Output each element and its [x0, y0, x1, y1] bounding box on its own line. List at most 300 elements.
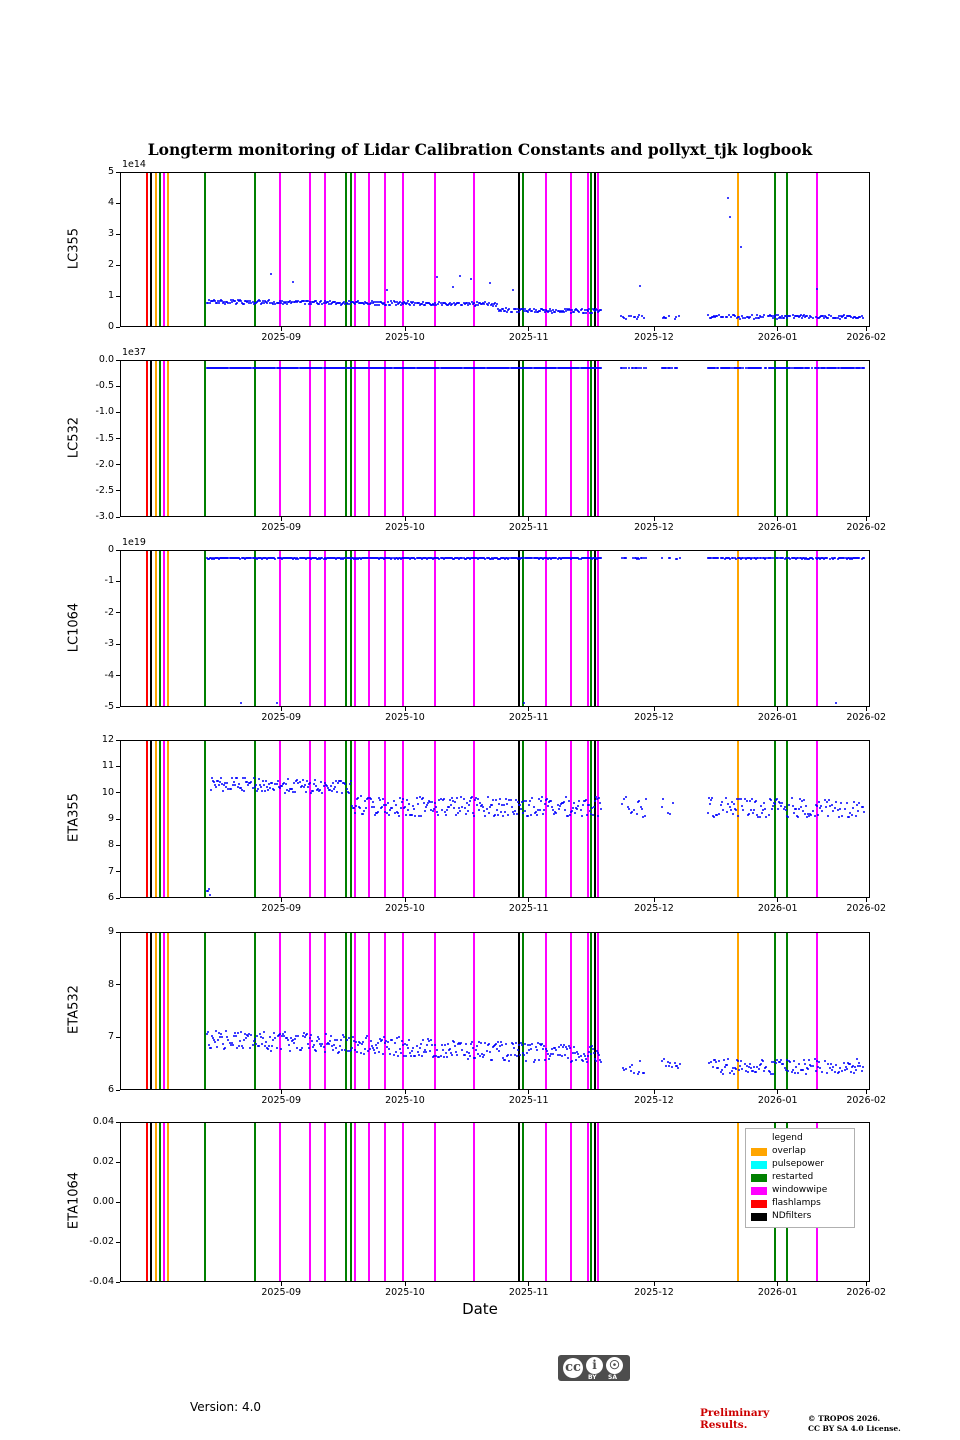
data-point — [857, 810, 859, 812]
data-point — [760, 1063, 762, 1065]
x-tick-mark — [405, 327, 406, 331]
data-point — [495, 1043, 497, 1045]
event-line — [434, 361, 436, 516]
event-line — [402, 361, 404, 516]
data-point — [276, 1047, 278, 1049]
event-line — [402, 741, 404, 897]
data-point — [676, 367, 678, 369]
data-point — [678, 315, 680, 317]
data-point — [258, 778, 260, 780]
data-point — [802, 1069, 804, 1071]
data-point — [748, 813, 750, 815]
data-point — [638, 1071, 640, 1073]
data-point — [489, 806, 491, 808]
event-line — [279, 361, 281, 516]
subplot-LC1064 — [120, 550, 870, 707]
data-point — [675, 316, 677, 318]
data-point — [531, 1043, 533, 1045]
x-tick-label: 2025-12 — [634, 903, 674, 914]
data-point — [783, 317, 785, 319]
data-point — [314, 779, 316, 781]
data-point — [815, 1070, 817, 1072]
data-point — [750, 1067, 752, 1069]
data-point — [444, 811, 446, 813]
data-point — [346, 788, 348, 790]
data-point — [533, 806, 535, 808]
data-point — [504, 811, 506, 813]
data-point — [284, 792, 286, 794]
data-point — [805, 805, 807, 807]
event-line — [146, 361, 148, 516]
event-line — [737, 551, 739, 706]
data-point — [544, 1059, 546, 1061]
event-line — [163, 741, 165, 897]
data-point — [643, 1072, 645, 1074]
data-point — [739, 318, 741, 320]
x-tick-mark — [405, 707, 406, 711]
data-point — [625, 1068, 627, 1070]
data-point — [631, 1064, 633, 1066]
event-line — [587, 741, 589, 897]
legend-label-windowwipe: windowwipe — [772, 1185, 828, 1195]
x-tick-mark — [777, 1090, 778, 1094]
data-point — [224, 303, 226, 305]
y-tick-label: 7 — [107, 865, 114, 877]
data-point — [513, 1047, 515, 1049]
data-point — [457, 812, 459, 814]
x-tick-label: 2025-10 — [385, 1287, 425, 1298]
data-point — [373, 1049, 375, 1051]
x-tick-label: 2025-11 — [508, 522, 549, 533]
data-point — [715, 1061, 717, 1063]
data-point — [339, 1045, 341, 1047]
data-point — [862, 806, 864, 808]
data-point — [679, 557, 681, 559]
x-tick-label: 2025-09 — [261, 1287, 302, 1298]
data-point — [564, 1054, 566, 1056]
plot-area-LC355 — [121, 173, 869, 326]
data-point — [853, 801, 855, 803]
data-point — [468, 1052, 470, 1054]
y-tick-label: 12 — [101, 734, 114, 745]
data-point — [565, 796, 567, 798]
data-point — [389, 304, 391, 306]
x-tick-mark — [777, 327, 778, 331]
data-point — [215, 786, 217, 788]
data-point — [471, 1041, 473, 1043]
y-tick-label: -0.04 — [89, 1276, 114, 1287]
data-point — [456, 1054, 458, 1056]
y-tick-label: 4 — [107, 197, 114, 208]
data-point — [370, 798, 372, 800]
data-point — [261, 1043, 263, 1045]
data-point — [436, 1049, 438, 1051]
data-point — [488, 302, 490, 304]
data-point — [416, 1045, 418, 1047]
data-point — [408, 1039, 410, 1041]
data-point — [508, 1060, 510, 1062]
event-line — [167, 173, 169, 326]
data-point — [269, 787, 271, 789]
event-line — [402, 1123, 404, 1281]
event-line — [587, 361, 589, 516]
data-point — [341, 1049, 343, 1051]
data-point — [387, 1041, 389, 1043]
data-point — [355, 805, 357, 807]
data-point — [747, 1071, 749, 1073]
data-point — [821, 1071, 823, 1073]
data-point — [491, 1059, 493, 1061]
x-tick-mark — [528, 327, 529, 331]
event-line — [774, 933, 776, 1089]
data-point — [831, 1069, 833, 1071]
data-point — [753, 1066, 755, 1068]
event-line — [434, 741, 436, 897]
data-point — [530, 1048, 532, 1050]
data-point — [591, 1045, 593, 1047]
event-line — [384, 933, 386, 1089]
data-point — [474, 799, 476, 801]
y-axis-offset-LC532: 1e37 — [122, 347, 146, 358]
data-point — [645, 367, 647, 369]
data-point — [519, 804, 521, 806]
data-point — [759, 816, 761, 818]
x-tick-label: 2025-12 — [634, 1095, 674, 1106]
legend-label-restarted: restarted — [772, 1172, 814, 1182]
legend-swatch-restarted — [751, 1174, 767, 1182]
event-line — [155, 741, 157, 897]
data-point — [338, 1051, 340, 1053]
data-point — [558, 808, 560, 810]
data-point — [476, 804, 478, 806]
data-point — [527, 311, 529, 313]
event-line — [309, 1123, 311, 1281]
data-point — [224, 1047, 226, 1049]
x-tick-label: 2025-10 — [385, 522, 425, 533]
data-point — [475, 1049, 477, 1051]
data-point — [758, 1068, 760, 1070]
data-point — [513, 813, 515, 815]
data-point — [552, 1053, 554, 1055]
event-line — [473, 361, 475, 516]
data-point — [592, 1048, 594, 1050]
data-point — [762, 1060, 764, 1062]
y-tick-label: 0.04 — [92, 1116, 114, 1127]
data-point — [398, 1036, 400, 1038]
data-point — [398, 815, 400, 817]
data-point — [826, 557, 828, 559]
y-tick-mark — [116, 1122, 120, 1123]
event-line — [774, 551, 776, 706]
data-point — [214, 1041, 216, 1043]
data-point — [243, 1039, 245, 1041]
data-point — [263, 784, 265, 786]
data-point — [350, 780, 352, 782]
data-point — [749, 1063, 751, 1065]
event-line — [774, 173, 776, 326]
event-line — [309, 361, 311, 516]
x-tick-mark — [777, 1282, 778, 1286]
data-point — [782, 1063, 784, 1065]
data-point — [294, 1038, 296, 1040]
data-point — [478, 809, 480, 811]
data-point — [444, 1044, 446, 1046]
event-line — [597, 551, 599, 706]
data-point — [567, 1057, 569, 1059]
data-point — [665, 317, 667, 319]
x-tick-label: 2026-02 — [846, 522, 887, 533]
data-point — [453, 807, 455, 809]
data-point — [487, 1044, 489, 1046]
data-point — [273, 1032, 275, 1034]
cc-by-label: BY — [588, 1374, 597, 1381]
data-point — [312, 1046, 314, 1048]
event-line — [590, 933, 592, 1089]
x-tick-label: 2026-02 — [846, 1095, 887, 1106]
preliminary-notice — [700, 1407, 769, 1431]
event-line — [545, 741, 547, 897]
event-line — [545, 551, 547, 706]
data-point — [841, 1070, 843, 1072]
data-point — [394, 1042, 396, 1044]
data-point — [482, 1056, 484, 1058]
data-point — [575, 1059, 577, 1061]
event-line — [786, 173, 788, 326]
event-line — [159, 173, 161, 326]
data-point — [568, 800, 570, 802]
data-point — [848, 816, 850, 818]
data-point — [432, 810, 434, 812]
data-point — [791, 1071, 793, 1073]
data-point — [725, 797, 727, 799]
data-point — [426, 804, 428, 806]
data-point — [661, 806, 663, 808]
subplot-ETA355 — [120, 740, 870, 898]
data-point — [539, 809, 541, 811]
x-tick-label: 2025-11 — [508, 1287, 549, 1298]
data-point — [377, 1042, 379, 1044]
data-point — [737, 815, 739, 817]
data-point — [855, 1069, 857, 1071]
data-point — [862, 317, 864, 319]
data-point — [308, 1047, 310, 1049]
event-line — [150, 741, 152, 897]
data-point — [354, 812, 356, 814]
data-point — [827, 1063, 829, 1065]
event-line — [345, 361, 347, 516]
data-point — [536, 1049, 538, 1051]
event-line — [594, 361, 596, 516]
data-point — [217, 1039, 219, 1041]
data-point — [463, 798, 465, 800]
event-line — [597, 1123, 599, 1281]
data-point — [412, 805, 414, 807]
data-point — [638, 314, 640, 316]
data-point — [448, 806, 450, 808]
data-point — [340, 1039, 342, 1041]
y-tick-label: -3.0 — [95, 511, 114, 522]
data-point — [710, 1061, 712, 1063]
data-point — [406, 1044, 408, 1046]
event-line — [587, 551, 589, 706]
data-point — [411, 1050, 413, 1052]
event-line — [570, 361, 572, 516]
data-point — [468, 804, 470, 806]
x-tick-label: 2025-10 — [385, 712, 425, 723]
data-point — [504, 1059, 506, 1061]
subplot-ETA532 — [120, 932, 870, 1090]
data-point — [459, 810, 461, 812]
event-line — [279, 741, 281, 897]
data-point — [455, 814, 457, 816]
event-line — [309, 933, 311, 1089]
y-tick-mark — [116, 845, 120, 846]
y-tick-mark — [116, 644, 120, 645]
y-tick-label: 2 — [107, 259, 114, 270]
event-line — [354, 933, 356, 1089]
data-point — [359, 807, 361, 809]
data-point — [412, 1047, 414, 1049]
data-point — [388, 814, 390, 816]
data-point — [781, 802, 783, 804]
data-point — [489, 282, 491, 284]
data-point — [465, 1043, 467, 1045]
data-point — [741, 1068, 743, 1070]
data-point — [826, 1072, 828, 1074]
event-line — [350, 933, 352, 1089]
event-line — [368, 741, 370, 897]
event-line — [594, 933, 596, 1089]
data-point — [544, 803, 546, 805]
data-point — [437, 814, 439, 816]
data-point — [243, 303, 245, 305]
data-point — [492, 799, 494, 801]
data-point — [409, 1052, 411, 1054]
data-point — [760, 805, 762, 807]
data-point — [336, 1039, 338, 1041]
x-tick-label: 2026-01 — [757, 1095, 798, 1106]
y-tick-mark — [116, 819, 120, 820]
data-point — [791, 797, 793, 799]
y-tick-label: 11 — [101, 760, 114, 772]
data-point — [548, 1058, 550, 1060]
data-point — [284, 1031, 286, 1033]
data-point — [533, 1061, 535, 1063]
data-point — [578, 311, 580, 313]
data-point — [574, 812, 576, 814]
data-point — [625, 557, 627, 559]
event-line — [163, 933, 165, 1089]
legend-item-flashlamps — [751, 1197, 849, 1210]
plot-area-ETA355 — [121, 741, 869, 897]
data-point — [669, 557, 671, 559]
data-point — [525, 1060, 527, 1062]
data-point — [240, 1031, 242, 1033]
legend-swatch-windowwipe — [751, 1187, 767, 1195]
data-point — [498, 803, 500, 805]
event-line — [786, 741, 788, 897]
event-line — [522, 361, 524, 516]
event-line — [204, 933, 206, 1089]
data-point — [421, 1055, 423, 1057]
data-point — [580, 1055, 582, 1057]
event-line — [434, 1123, 436, 1281]
data-point — [517, 801, 519, 803]
event-line — [150, 551, 152, 706]
data-point — [549, 1055, 551, 1057]
data-point — [733, 803, 735, 805]
event-line — [570, 741, 572, 897]
data-point — [330, 1035, 332, 1037]
data-point — [825, 806, 827, 808]
event-line — [309, 551, 311, 706]
event-line — [279, 551, 281, 706]
data-point — [364, 800, 366, 802]
data-point — [247, 1035, 249, 1037]
event-line — [590, 361, 592, 516]
data-point — [391, 807, 393, 809]
data-point — [581, 308, 583, 310]
y-tick-mark — [116, 707, 120, 708]
data-point — [422, 1039, 424, 1041]
data-point — [751, 314, 753, 316]
data-point — [294, 791, 296, 793]
data-point — [299, 781, 301, 783]
data-point — [301, 1047, 303, 1049]
y-tick-label: -5 — [104, 701, 114, 712]
data-point — [514, 810, 516, 812]
data-point — [207, 1031, 209, 1033]
data-point — [333, 1044, 335, 1046]
legend-swatch-pulsepower — [751, 1161, 767, 1169]
data-point — [277, 780, 279, 782]
event-line — [570, 173, 572, 326]
event-line — [324, 1123, 326, 1281]
subplot-LC532 — [120, 360, 870, 517]
data-point — [395, 1051, 397, 1053]
data-point — [518, 311, 520, 313]
data-point — [500, 811, 502, 813]
x-tick-label: 2025-12 — [634, 1287, 674, 1298]
cc-sa-label: SA — [608, 1374, 617, 1381]
data-point — [843, 1062, 845, 1064]
event-line — [254, 551, 256, 706]
data-point — [413, 304, 415, 306]
event-line — [816, 173, 818, 326]
data-point — [443, 1056, 445, 1058]
data-point — [446, 809, 448, 811]
data-point — [401, 1040, 403, 1042]
event-line — [737, 741, 739, 897]
data-point — [558, 1046, 560, 1048]
data-point — [387, 301, 389, 303]
data-point — [422, 301, 424, 303]
event-line — [594, 1123, 596, 1281]
data-point — [266, 302, 268, 304]
event-line — [204, 741, 206, 897]
y-tick-mark — [116, 898, 120, 899]
y-tick-mark — [116, 360, 120, 361]
legend-title-swatch — [751, 1135, 767, 1143]
y-tick-label: -1.5 — [95, 432, 114, 444]
data-point — [777, 808, 779, 810]
data-point — [245, 1037, 247, 1039]
data-point — [399, 1048, 401, 1050]
event-line — [434, 933, 436, 1089]
data-point — [812, 1065, 814, 1067]
data-point — [808, 1059, 810, 1061]
x-tick-mark — [777, 707, 778, 711]
